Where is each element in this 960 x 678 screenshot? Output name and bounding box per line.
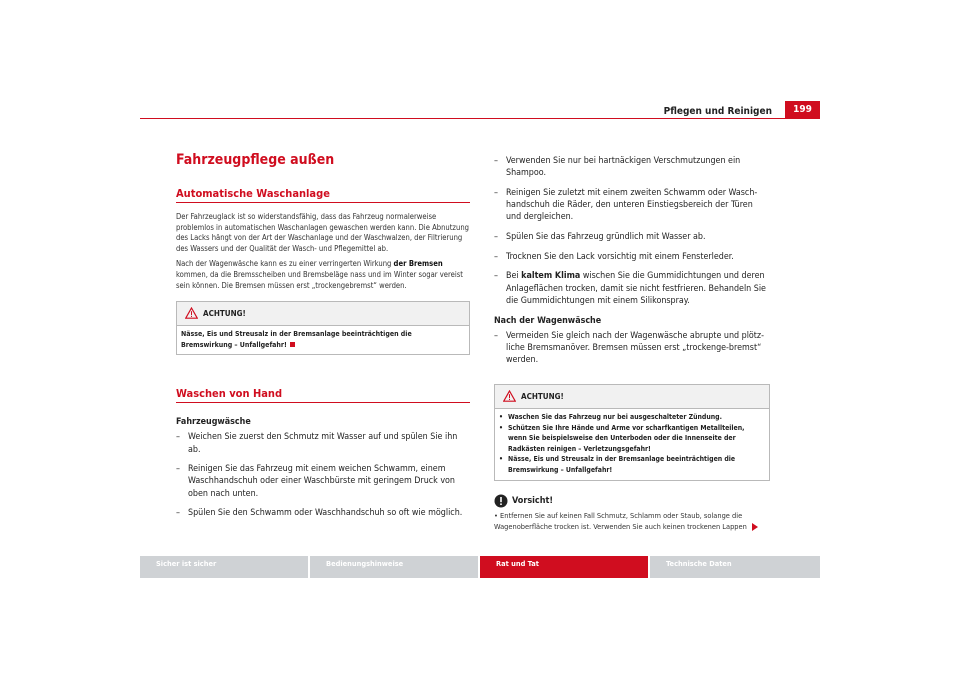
list-item: – Reinigen Sie zuletzt mit einem zweiten Schwamm oder Wasch-handschuh die Räder, den unteren Einstiegsbereich der Türen und dergleichen. xyxy=(494,187,768,224)
section-heading-automatische-waschanlage: Automatische Waschanlage xyxy=(176,187,330,200)
subheading-nach-der-wagenwaesche: Nach der Wagenwäsche xyxy=(494,315,602,326)
running-header-title: Pflegen und Reinigen xyxy=(663,106,772,117)
page-title: Fahrzeugpflege außen xyxy=(176,152,335,168)
warning-bullet xyxy=(499,412,765,423)
section-rule xyxy=(176,202,470,203)
caution-note xyxy=(494,494,774,532)
list-item: – Spülen Sie das Fahrzeug gründlich mit Wasser ab. xyxy=(494,231,768,243)
bullet-icon: • xyxy=(499,413,503,421)
right-column xyxy=(494,155,768,374)
warning-bullet-text: Waschen Sie das Fahrzeug nur bei ausgeschalteter Zündung. xyxy=(508,413,722,421)
paragraph: Der Fahrzeuglack ist so widerstandsfähig, dass das Fahrzeug normalerweise problemlos in automatischen Waschanlagen gewaschen werden kann. Die Abnutzung des Lacks hängt von der Art der Waschanlage und der Waschwalzen, der Filtrierung des Wassers und der Qualität der Wasch- und Pflegemittel ab. xyxy=(176,212,470,253)
list-item-text: wischen Sie die Gummidichtungen und deren Anlageflächen trocken, damit sie nicht festfrieren. Behandeln Sie die Gummidichtungen mit einem Silikonspray. xyxy=(506,271,766,306)
left-column xyxy=(176,187,470,527)
page-number: 199 xyxy=(785,101,820,118)
list-item: – Reinigen Sie das Fahrzeug mit einem weichen Schwamm, einem Waschhandschuh oder einer Waschbürste mit geringem Druck von oben nach unten. xyxy=(176,463,470,500)
subheading-fahrzeugwaesche: Fahrzeugwäsche xyxy=(176,417,251,428)
list-item: – Vermeiden Sie gleich nach der Wagenwäsche abrupte und plötz-liche Bremsmanöver. Bremsen müssen erst „trockenge-bremst“ werden. xyxy=(494,330,768,367)
header-rule xyxy=(140,118,820,119)
warning-header xyxy=(177,302,469,326)
section-body xyxy=(176,212,470,291)
paragraph-text: kommen, da die Bremsscheiben und Bremsbeläge nass und im Winter sogar vereist sein können. Die Bremsen müssen erst „trockengebremst“ werden. xyxy=(176,269,463,290)
list-item: – Spülen Sie den Schwamm oder Waschhandschuh so oft wie möglich. xyxy=(176,507,470,519)
warning-triangle-icon xyxy=(503,390,516,402)
caution-text: Entfernen Sie auf keinen Fall Schmutz, Schlamm oder Staub, solange die Wagenoberfläche trocken ist. Verwenden Sie auch keinen trockenen Lappen xyxy=(494,511,747,531)
section-heading-waschen-von-hand: Waschen von Hand xyxy=(176,387,283,401)
list-item-emphasis: kaltem Klima xyxy=(521,271,581,282)
warning-header xyxy=(495,385,769,409)
bullet-icon: • xyxy=(499,455,503,464)
warning-bullet-text: Schützen Sie Ihre Hände und Arme vor scharfkantigen Metallteilen, wenn Sie beispielsweise den Unterboden oder die Innenseite der Radkästen reinigen – Verletzungsgefahr! xyxy=(508,423,745,453)
footer-tab-rat-und-tat[interactable]: Rat und Tat xyxy=(480,556,648,578)
exclamation-circle-icon xyxy=(494,494,508,508)
end-marker-icon xyxy=(290,342,295,347)
section-rule xyxy=(176,402,470,403)
warning-triangle-icon xyxy=(185,307,198,319)
caution-title: Vorsicht! xyxy=(512,496,554,506)
footer-tab-technische-daten[interactable]: Technische Daten xyxy=(650,556,820,578)
paragraph xyxy=(176,259,470,291)
bullet-icon: • xyxy=(499,423,503,432)
footer-tab-sicher-ist-sicher[interactable]: Sicher ist sicher xyxy=(140,556,308,578)
list-item-text: Bei xyxy=(506,271,522,282)
caution-body xyxy=(494,511,770,532)
bullet-icon: • xyxy=(494,511,501,520)
warning-bullet-text: Nässe, Eis und Streusalz in der Bremsanlage beeinträchtigen die Bremswirkung – Unfallgefahr! xyxy=(508,455,736,474)
list-item: – Verwenden Sie nur bei hartnäckigen Verschmutzungen ein Shampoo. xyxy=(494,155,768,179)
continue-arrow-icon xyxy=(752,523,758,531)
hand-wash-list xyxy=(176,416,470,519)
warning-box xyxy=(494,384,770,481)
footer-tab-bedienungshinweise[interactable]: Bedienungshinweise xyxy=(310,556,478,578)
paragraph-emphasis: der Bremsen xyxy=(393,259,443,269)
warning-body xyxy=(177,326,469,354)
warning-box xyxy=(176,301,470,355)
warning-title: ACHTUNG! xyxy=(521,392,564,401)
warning-bullet xyxy=(499,454,765,475)
list-item: – Trocknen Sie den Lack vorsichtig mit einem Fensterleder. xyxy=(494,251,768,263)
caution-header xyxy=(494,494,774,508)
warning-bullet xyxy=(499,423,765,455)
list-item xyxy=(494,270,768,307)
warning-title: ACHTUNG! xyxy=(203,309,246,319)
paragraph-text: Nach der Wagenwäsche kann es zu einer verringerten Wirkung xyxy=(176,259,394,269)
warning-body xyxy=(495,409,769,480)
list-item: – Weichen Sie zuerst den Schmutz mit Wasser auf und spülen Sie ihn ab. xyxy=(176,431,470,455)
warning-text: Nässe, Eis und Streusalz in der Bremsanlage beeinträchtigen die Bremswirkung – Unfallgefahr! xyxy=(181,330,412,349)
